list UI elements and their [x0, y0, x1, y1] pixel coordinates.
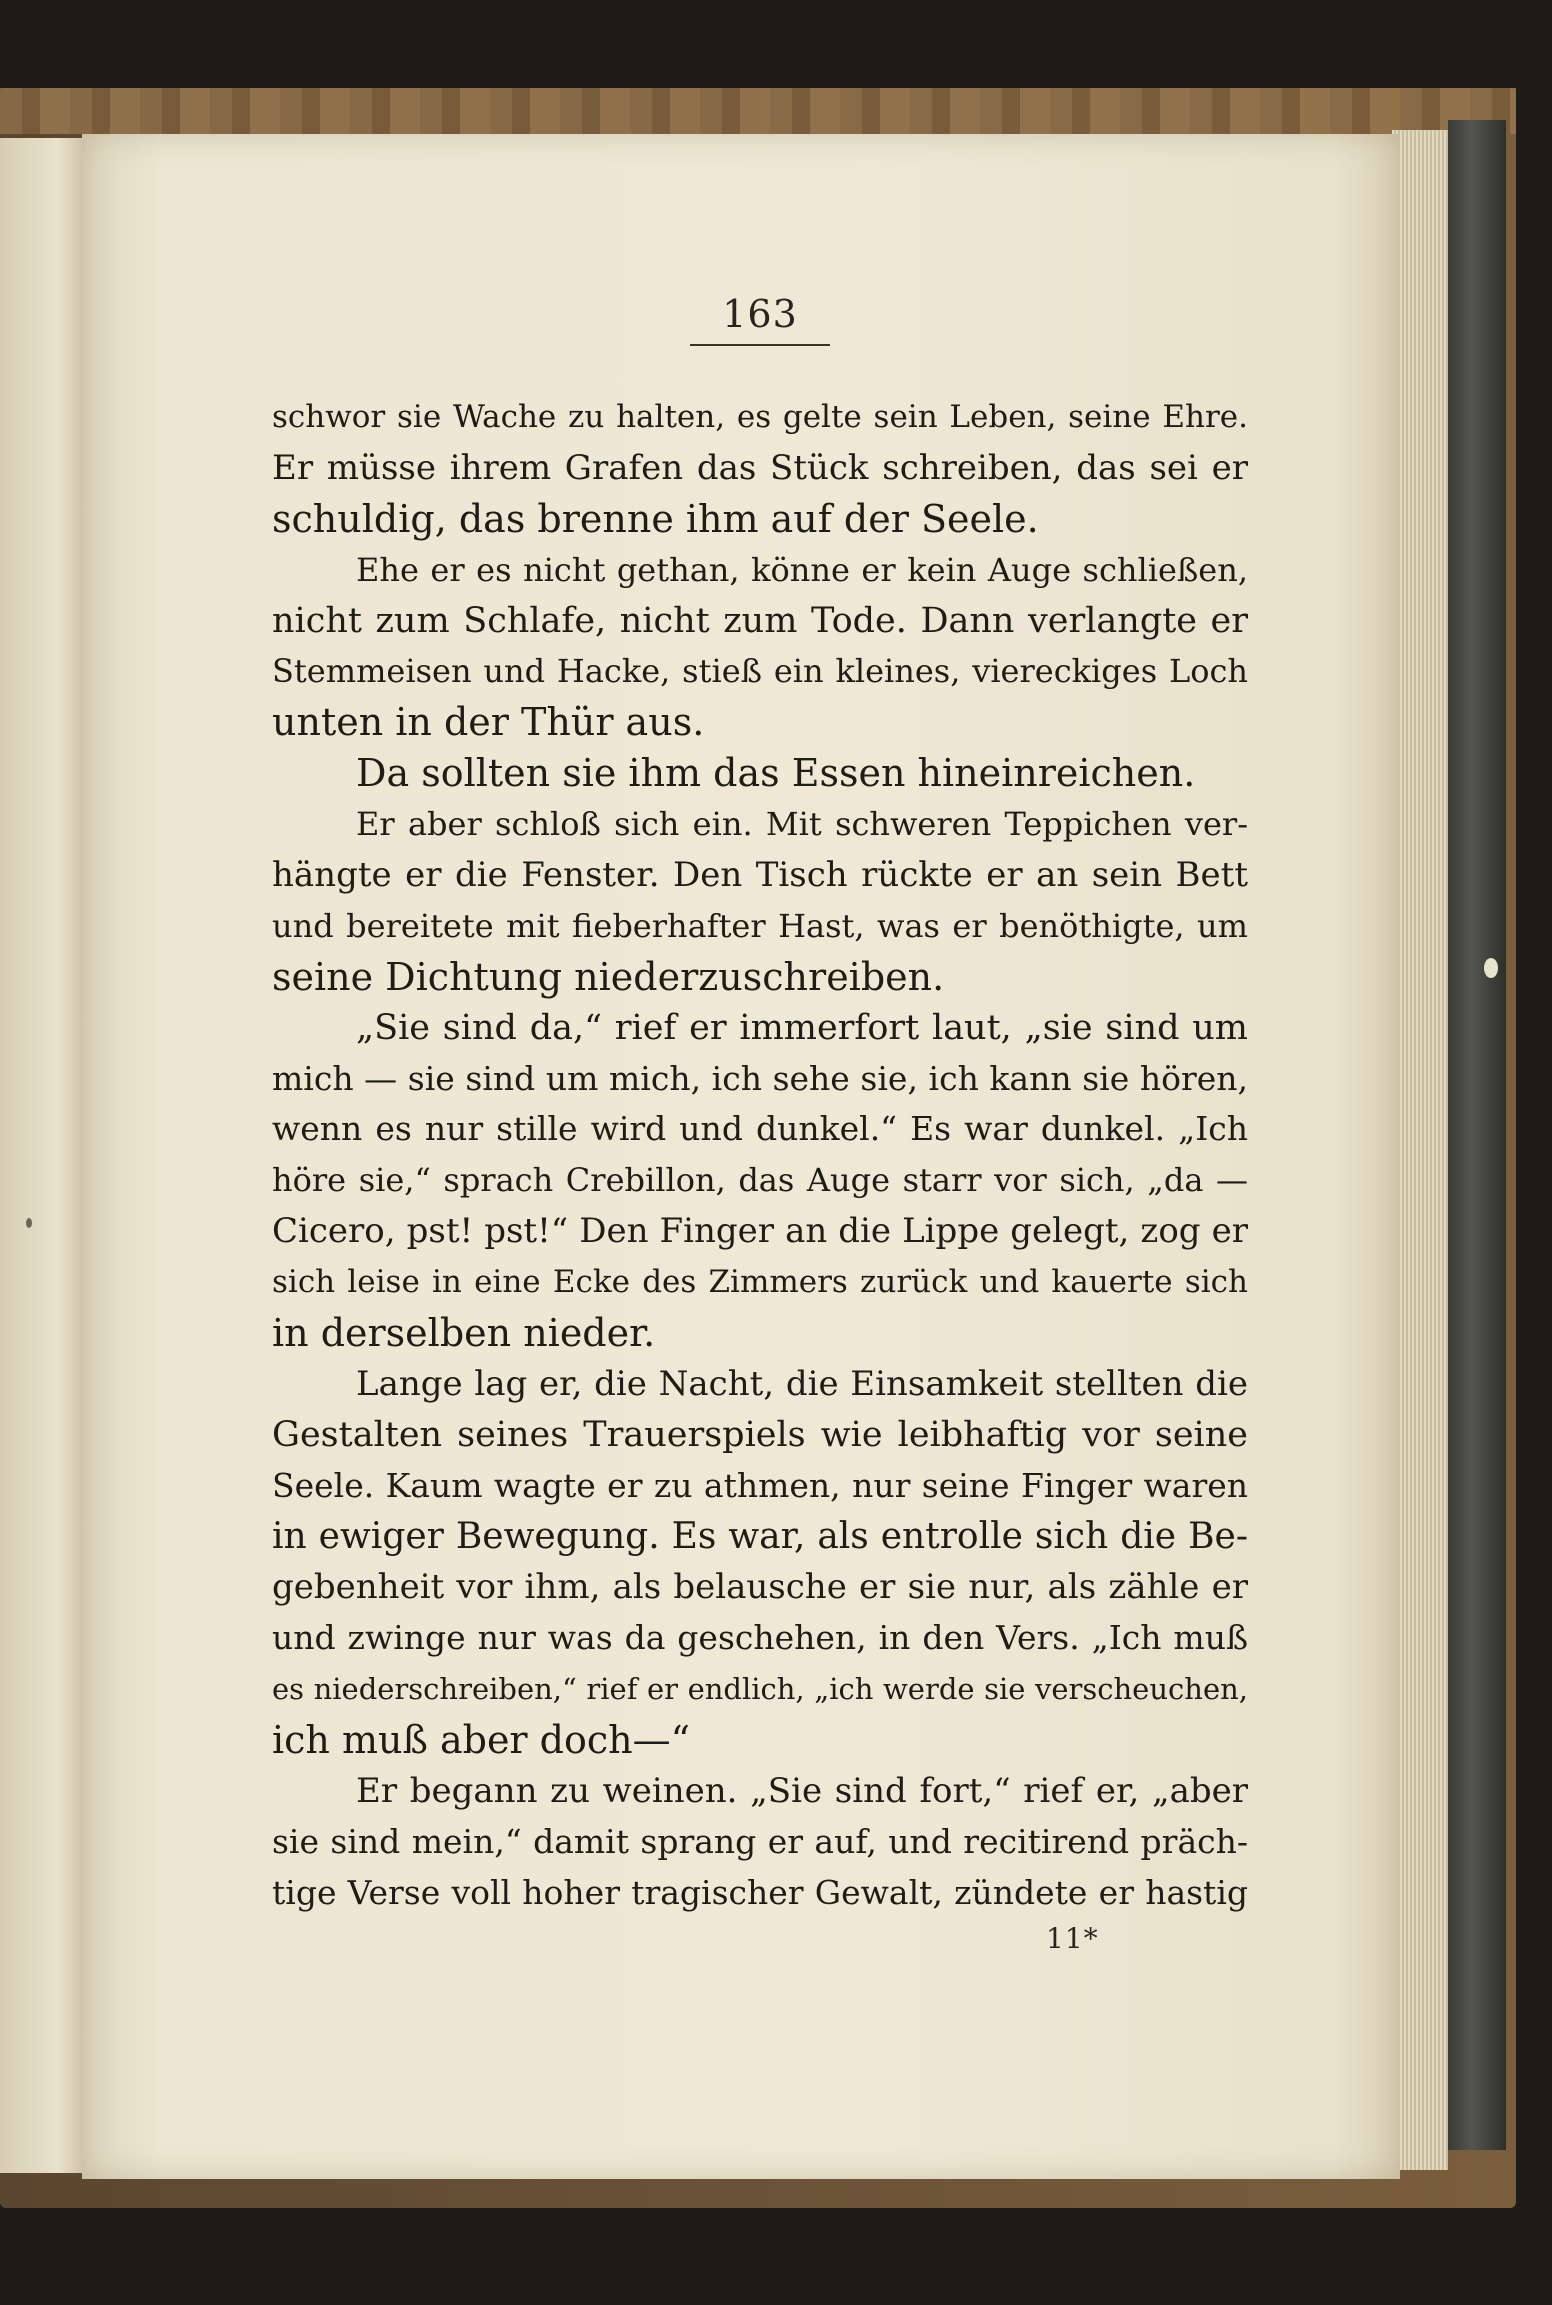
text-line: und bereitete mit fieberhafter Hast, was er benöthigte, um: [272, 906, 1248, 945]
text-line: wenn es nur stille wird und dunkel.“ Es war dunkel. „Ich: [272, 1109, 1248, 1149]
body-text: [272, 392, 1248, 1919]
text-line: seine Dichtung niederzuschreiben.: [272, 954, 945, 999]
text-line: nicht zum Schlafe, nicht zum Tode. Dann verlangte er: [272, 600, 1248, 641]
worn-cover-edge: [0, 88, 1516, 134]
text-line: unten in der Thür aus.: [272, 700, 705, 745]
facing-page-edge: [0, 138, 84, 2173]
page-number: 163: [722, 292, 798, 336]
text-line: tige Verse voll hoher tragischer Gewalt, zündete er hastig: [272, 1872, 1248, 1912]
text-line: gebenheit vor ihm, als belausche er sie nur, als zähle er: [272, 1567, 1248, 1608]
text-line: Er begann zu weinen. „Sie sind fort,“ rief er, „aber: [356, 1771, 1248, 1812]
text-line: in ewiger Bewegung. Es war, als entrolle sich die Be-: [272, 1515, 1248, 1557]
page-number-rule: [690, 344, 830, 346]
text-line: schuldig, das brenne ihm auf der Seele.: [272, 496, 1039, 541]
text-line: Er müsse ihrem Grafen das Stück schreiben, das sei er: [272, 447, 1248, 488]
text-line: Ehe er es nicht gethan, könne er kein Auge schließen,: [356, 550, 1248, 589]
text-line: es niederschreiben,“ rief er endlich, „ich werde sie verscheuchen,: [272, 1672, 1248, 1707]
signature-mark: 11*: [1046, 1922, 1099, 1955]
text-line: Er aber schloß sich ein. Mit schweren Teppichen ver-: [356, 805, 1248, 844]
text-line: Stemmeisen und Hacke, stieß ein kleines, viereckiges Loch: [272, 652, 1248, 691]
text-line: Gestalten seines Trauerspiels wie leibhaftig vor seine: [272, 1414, 1248, 1455]
text-line: Cicero, pst! pst!“ Den Finger an die Lippe gelegt, zog er: [272, 1211, 1248, 1252]
page-speck: [1484, 958, 1498, 978]
text-line: und zwinge nur was da geschehen, in den Vers. „Ich muß: [272, 1618, 1248, 1658]
text-line: mich — sie sind um mich, ich sehe sie, ich kann sie hören,: [272, 1058, 1248, 1098]
text-line: sie sind mein,“ damit sprang er auf, und recitirend präch-: [272, 1821, 1248, 1861]
page-speck: [26, 1218, 32, 1228]
text-line: Da sollten sie ihm das Essen hineinreichen.: [356, 751, 1196, 796]
text-line: hängte er die Fenster. Den Tisch rückte er an sein Bett: [272, 855, 1248, 896]
text-line: sich leise in eine Ecke des Zimmers zurück und kauerte sich: [272, 1264, 1248, 1301]
text-line: ich muß aber doch—“: [272, 1718, 691, 1763]
book-spine: [1448, 120, 1506, 2150]
text-line: „Sie sind da,“ rief er immerfort laut, „sie sind um: [356, 1007, 1248, 1048]
text-line: höre sie,“ sprach Crebillon, das Auge starr vor sich, „da —: [272, 1161, 1248, 1200]
text-line: Lange lag er, die Nacht, die Einsamkeit stellten die: [356, 1363, 1248, 1404]
page-edges: [1392, 130, 1448, 2170]
text-line: Seele. Kaum wagte er zu athmen, nur seine Finger waren: [272, 1465, 1248, 1505]
text-line: schwor sie Wache zu halten, es gelte sein Leben, seine Ehre.: [272, 399, 1248, 435]
text-line: in derselben nieder.: [272, 1311, 656, 1356]
